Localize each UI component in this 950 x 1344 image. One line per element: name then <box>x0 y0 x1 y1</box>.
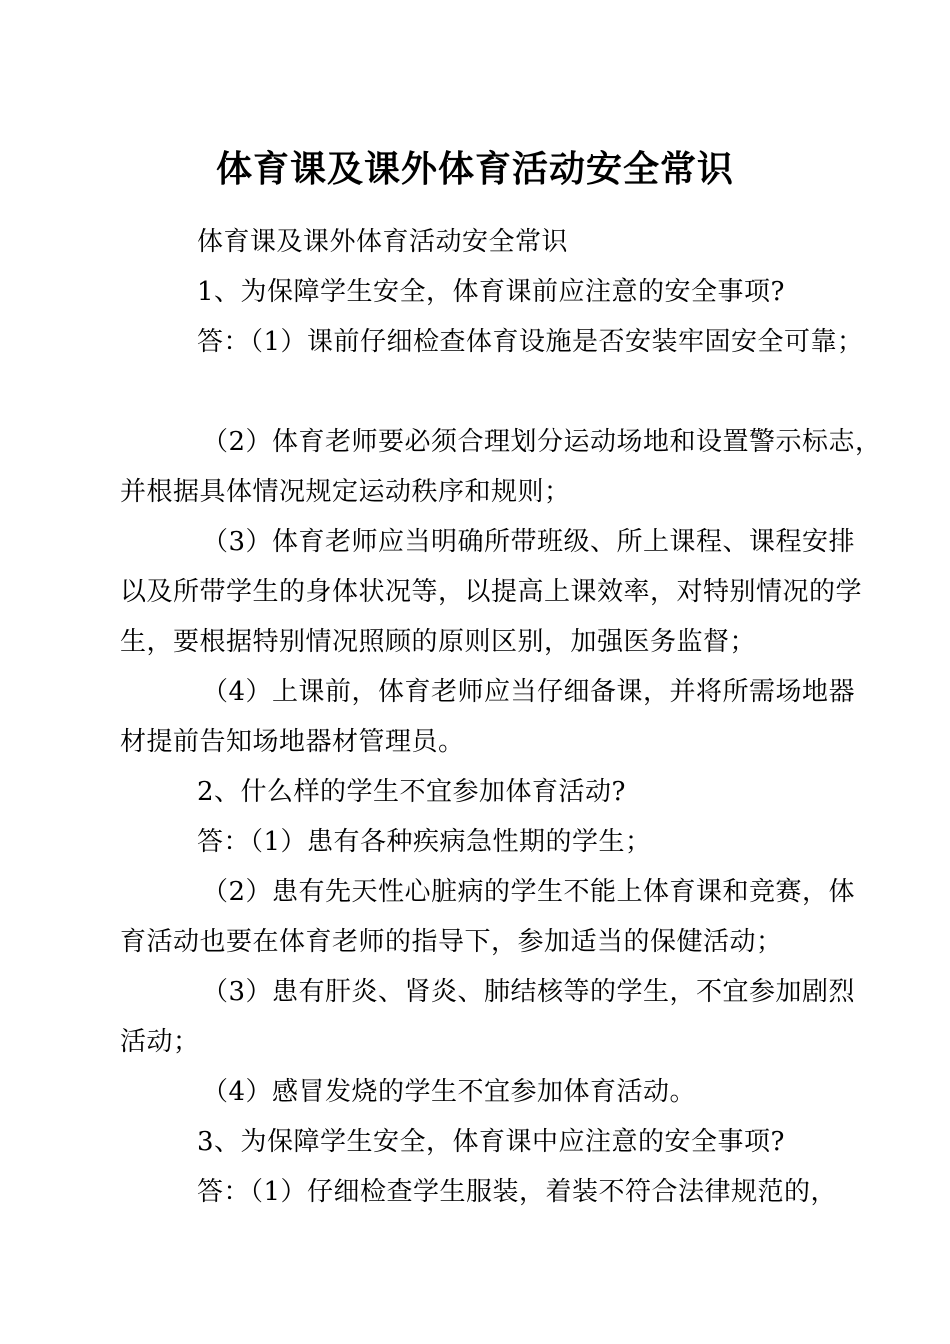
answer-1-item-4-cont: 材提前告知场地器材管理员。 <box>120 727 465 757</box>
answer-1-item-3: （3）体育老师应当明确所带班级、所上课程、课程安排 <box>202 527 856 557</box>
answer-1-item-3-cont: 以及所带学生的身体状况等，以提高上课效率，对特别情况的学 <box>120 577 863 607</box>
answer-2-item-4: （4）感冒发烧的学生不宜参加体育活动。 <box>202 1077 697 1107</box>
answer-1-item-3-cont2: 生，要根据特别情况照顾的原则区别，加强医务监督； <box>120 627 757 657</box>
answer-1-item-1: 答：（1）课前仔细检查体育设施是否安装牢固安全可靠； <box>197 327 864 357</box>
question-1: 1、为保障学生安全，体育课前应注意的安全事项? <box>197 277 785 307</box>
document-title: 体育课及课外体育活动安全常识 <box>215 149 734 190</box>
answer-2-item-1: 答：（1）患有各种疾病急性期的学生； <box>197 827 652 857</box>
answer-1-item-2-cont: 并根据具体情况规定运动秩序和规则； <box>120 477 571 507</box>
answer-1-item-4: （4）上课前，体育老师应当仔细备课，并将所需场地器 <box>202 677 856 707</box>
answer-2-item-3: （3）患有肝炎、肾炎、肺结核等的学生，不宜参加剧烈 <box>202 977 856 1007</box>
answer-2-item-2-cont: 育活动也要在体育老师的指导下，参加适当的保健活动； <box>120 927 783 957</box>
answer-2-item-3-cont: 活动； <box>120 1027 200 1057</box>
question-3: 3、为保障学生安全，体育课中应注意的安全事项? <box>197 1127 785 1157</box>
answer-1-item-2: （2）体育老师要必须合理划分运动场地和设置警示标志， <box>202 427 882 457</box>
question-2: 2、什么样的学生不宜参加体育活动? <box>197 777 626 807</box>
answer-3-item-1: 答：（1）仔细检查学生服装，着装不符合法律规范的， <box>197 1177 838 1207</box>
answer-2-item-2: （2）患有先天性心脏病的学生不能上体育课和竞赛，体 <box>202 877 856 907</box>
subtitle-line: 体育课及课外体育活动安全常识 <box>197 227 569 257</box>
